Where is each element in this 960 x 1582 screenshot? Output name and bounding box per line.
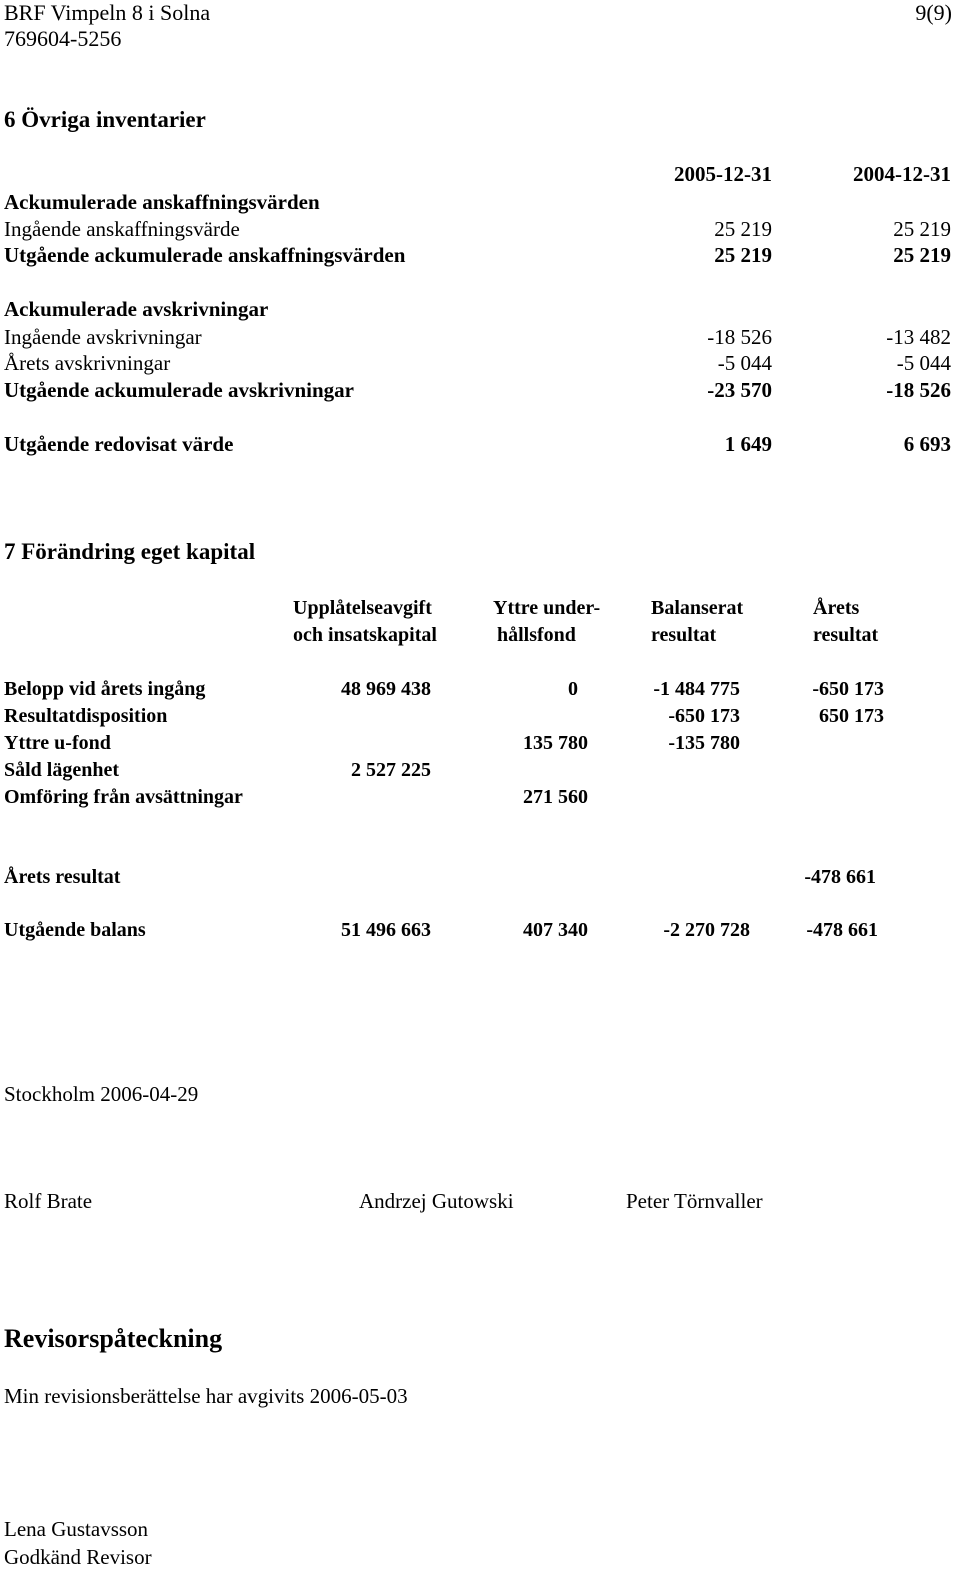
note6-value: 25 219 <box>714 243 772 267</box>
note7-cell: 271 560 <box>523 786 588 808</box>
note6-value: 25 219 <box>893 217 951 241</box>
utgaende-balans-label: Utgående balans <box>4 919 146 941</box>
note6-value: 1 649 <box>724 432 772 456</box>
auditor-name: Lena Gustavsson <box>4 1517 149 1541</box>
page-number: 9(9) <box>915 0 952 25</box>
org-number: 769604-5256 <box>4 26 122 51</box>
note6-row-label: Årets avskrivningar <box>4 351 171 375</box>
arets-resultat-value: -478 661 <box>804 866 876 888</box>
note6-row-label: Ackumulerade avskrivningar <box>4 297 269 321</box>
note7-cell: -1 484 775 <box>653 678 740 700</box>
note7-total-cell: -478 661 <box>806 919 878 941</box>
org-name: BRF Vimpeln 8 i Solna <box>4 0 211 25</box>
auditor-title: Godkänd Revisor <box>4 1545 152 1569</box>
audit-statement: Min revisionsberättelse har avgivits 2006-05-03 <box>4 1384 408 1408</box>
note7-cell: -650 173 <box>812 678 884 700</box>
note7-row-label: Resultatdisposition <box>4 705 168 727</box>
note7-col-header: Yttre under- <box>493 597 601 619</box>
note6-value: -5 044 <box>896 351 951 375</box>
note7-row-label: Omföring från avsättningar <box>4 786 243 808</box>
place-date: Stockholm 2006-04-29 <box>4 1082 199 1106</box>
note6-title: 6 Övriga inventarier <box>4 107 206 132</box>
note7-total-cell: -2 270 728 <box>663 919 750 941</box>
note7-col-header: Upplåtelseavgift <box>293 597 432 619</box>
note7-col-header: resultat <box>813 624 879 646</box>
note6-value: 6 693 <box>903 432 951 456</box>
note6-col-header-2004: 2004-12-31 <box>853 162 951 186</box>
note6-value: -5 044 <box>717 351 772 375</box>
signatory-name: Peter Törnvaller <box>626 1189 763 1213</box>
note6-row-label: Ingående avskrivningar <box>4 325 202 349</box>
note6-value: -18 526 <box>886 378 951 402</box>
note7-total-cell: 407 340 <box>523 919 588 941</box>
note7-row-label: Belopp vid årets ingång <box>4 678 206 700</box>
note6-value: -23 570 <box>707 378 772 402</box>
note7-cell: 0 <box>568 678 578 700</box>
note6-row-label: Utgående ackumulerade avskrivningar <box>4 378 355 402</box>
note6-value: -18 526 <box>707 325 772 349</box>
audit-title: Revisorspåteckning <box>4 1324 223 1353</box>
note7-col-header: hållsfond <box>497 624 576 646</box>
note6-row-label: Utgående ackumulerade anskaffningsvärden <box>4 243 406 267</box>
note7-cell: -650 173 <box>668 705 740 727</box>
note6-value: -13 482 <box>886 325 951 349</box>
note7-cell: 48 969 438 <box>341 678 431 700</box>
note6-value: 25 219 <box>893 243 951 267</box>
note7-cell: 135 780 <box>523 732 588 754</box>
note7-title: 7 Förändring eget kapital <box>4 539 256 564</box>
note7-row-label: Yttre u-fond <box>4 732 111 754</box>
note7-row-label: Såld lägenhet <box>4 759 120 781</box>
signatory-name: Rolf Brate <box>4 1189 93 1213</box>
note7-col-header: Årets <box>813 597 860 619</box>
note7-col-header: Balanserat <box>651 597 744 619</box>
note7-total-cell: 51 496 663 <box>341 919 431 941</box>
note6-row-label: Ingående anskaffningsvärde <box>4 217 240 241</box>
note6-row-label: Ackumulerade anskaffningsvärden <box>4 190 320 214</box>
note6-value: 25 219 <box>714 217 772 241</box>
note7-cell: -135 780 <box>668 732 740 754</box>
note7-col-header: och insatskapital <box>293 624 437 646</box>
signatory-name: Andrzej Gutowski <box>359 1189 514 1213</box>
arets-resultat-label: Årets resultat <box>4 866 121 888</box>
note7-cell: 650 173 <box>819 705 884 727</box>
note6-col-header-2005: 2005-12-31 <box>674 162 772 186</box>
note7-col-header: resultat <box>651 624 717 646</box>
note6-row-label: Utgående redovisat värde <box>4 432 234 456</box>
note7-cell: 2 527 225 <box>351 759 431 781</box>
